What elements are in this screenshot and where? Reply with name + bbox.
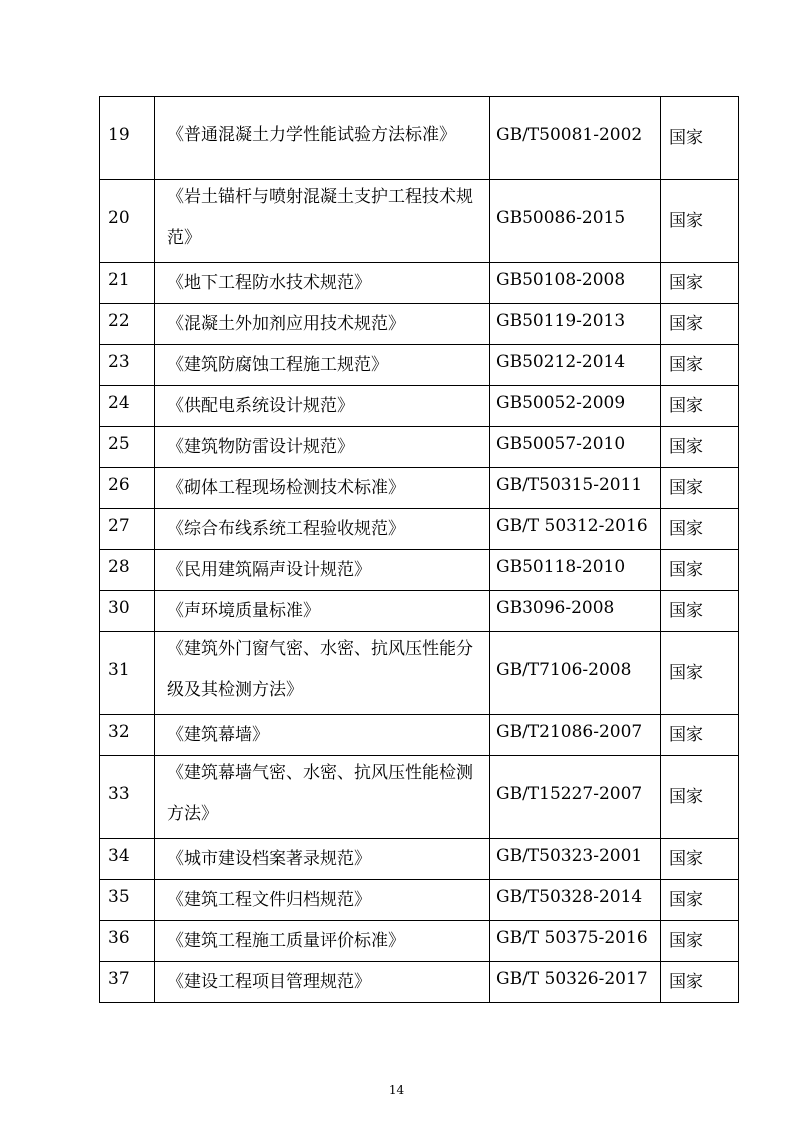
standard-name: 《综合布线系统工程验收规范》: [167, 518, 405, 539]
standard-name-cell: [155, 345, 490, 386]
standard-code-cell: [490, 345, 661, 386]
table-row: [100, 591, 739, 632]
row-number: 36: [108, 928, 130, 948]
standard-name-cell: [155, 550, 490, 591]
standard-name-cell: [155, 880, 490, 921]
standard-level-cell: [661, 921, 739, 962]
standard-code: GB/T50315-2011: [496, 475, 643, 495]
standard-level: 国家: [669, 786, 703, 807]
table-row: [100, 756, 739, 839]
row-number-cell: [100, 97, 155, 180]
standards-table-body: [100, 97, 739, 1003]
standard-level-cell: [661, 97, 739, 180]
standard-code: GB/T50323-2001: [496, 846, 643, 866]
row-number: 25: [108, 434, 130, 454]
standard-code-cell: [490, 386, 661, 427]
table-row: [100, 715, 739, 756]
row-number-cell: [100, 345, 155, 386]
standard-code-cell: [490, 962, 661, 1003]
standard-name: 《建设工程项目管理规范》: [167, 971, 371, 992]
standard-level: 国家: [669, 662, 703, 683]
standard-level: 国家: [669, 889, 703, 910]
standard-name: 《声环境质量标准》: [167, 600, 320, 621]
standard-level-cell: [661, 591, 739, 632]
row-number: 24: [108, 393, 130, 413]
standard-name-cell: [155, 180, 490, 263]
standards-table: [99, 96, 739, 1003]
standard-level: 国家: [669, 210, 703, 231]
standard-code-cell: [490, 468, 661, 509]
standard-name: 《建筑外门窗气密、水密、抗风压性能分级及其检测方法》: [167, 639, 473, 700]
standard-level: 国家: [669, 395, 703, 416]
row-number-cell: [100, 880, 155, 921]
standard-name-cell: [155, 839, 490, 880]
row-number-cell: [100, 550, 155, 591]
standard-level-cell: [661, 427, 739, 468]
standard-code-cell: [490, 632, 661, 715]
standard-code-cell: [490, 839, 661, 880]
standard-code: GB3096-2008: [496, 598, 615, 618]
standard-code: GB50212-2014: [496, 352, 626, 372]
standard-code-cell: [490, 550, 661, 591]
standard-level-cell: [661, 632, 739, 715]
standard-name-cell: [155, 756, 490, 839]
row-number: 27: [108, 516, 130, 536]
row-number-cell: [100, 921, 155, 962]
table-row: [100, 345, 739, 386]
row-number-cell: [100, 468, 155, 509]
row-number: 31: [108, 660, 130, 680]
standard-code: GB50119-2013: [496, 311, 626, 331]
row-number: 35: [108, 887, 130, 907]
standard-code-cell: [490, 304, 661, 345]
standard-name: 《地下工程防水技术规范》: [167, 272, 371, 293]
row-number-cell: [100, 591, 155, 632]
standard-level-cell: [661, 962, 739, 1003]
standard-level: 国家: [669, 477, 703, 498]
row-number-cell: [100, 839, 155, 880]
standard-name: 《城市建设档案著录规范》: [167, 848, 371, 869]
standard-name-cell: [155, 263, 490, 304]
row-number-cell: [100, 715, 155, 756]
standard-name-cell: [155, 386, 490, 427]
standard-name-cell: [155, 509, 490, 550]
table-row: [100, 180, 739, 263]
standard-code: GB/T15227-2007: [496, 784, 643, 804]
standard-level-cell: [661, 880, 739, 921]
standard-code: GB50057-2010: [496, 434, 626, 454]
table-row: [100, 509, 739, 550]
table-row: [100, 468, 739, 509]
standard-name-cell: [155, 632, 490, 715]
standard-code: GB/T50328-2014: [496, 887, 643, 907]
row-number: 37: [108, 969, 130, 989]
standard-name: 《建筑幕墙》: [167, 724, 269, 745]
row-number-cell: [100, 263, 155, 304]
row-number-cell: [100, 304, 155, 345]
standard-level-cell: [661, 756, 739, 839]
row-number-cell: [100, 427, 155, 468]
page-number: 14: [388, 1083, 405, 1097]
standard-code-cell: [490, 509, 661, 550]
standard-level: 国家: [669, 272, 703, 293]
standard-code: GB50118-2010: [496, 557, 626, 577]
row-number: 21: [108, 270, 130, 290]
standard-level: 国家: [669, 127, 703, 148]
standard-level-cell: [661, 550, 739, 591]
standard-name-cell: [155, 97, 490, 180]
standard-level-cell: [661, 180, 739, 263]
row-number: 28: [108, 557, 130, 577]
standard-code-cell: [490, 180, 661, 263]
standard-name: 《建筑工程文件归档规范》: [167, 889, 371, 910]
standard-code: GB/T50081-2002: [496, 125, 643, 145]
standard-name: 《建筑物防雷设计规范》: [167, 436, 354, 457]
standard-level-cell: [661, 304, 739, 345]
row-number: 26: [108, 475, 130, 495]
table-row: [100, 386, 739, 427]
standard-name: 《建筑工程施工质量评价标准》: [167, 930, 405, 951]
row-number: 19: [108, 125, 130, 145]
standard-code: GB/T21086-2007: [496, 722, 643, 742]
standard-code-cell: [490, 880, 661, 921]
standard-level-cell: [661, 509, 739, 550]
standard-code: GB/T 50375-2016: [496, 928, 648, 948]
row-number-cell: [100, 386, 155, 427]
standard-level: 国家: [669, 559, 703, 580]
table-row: [100, 304, 739, 345]
standard-name-cell: [155, 468, 490, 509]
standard-code-cell: [490, 97, 661, 180]
table-row: [100, 427, 739, 468]
standard-name-cell: [155, 921, 490, 962]
row-number: 22: [108, 311, 130, 331]
standard-level-cell: [661, 715, 739, 756]
standard-name-cell: [155, 427, 490, 468]
standard-code: GB50052-2009: [496, 393, 626, 413]
standard-name: 《建筑防腐蚀工程施工规范》: [167, 354, 388, 375]
standard-level: 国家: [669, 930, 703, 951]
standard-level-cell: [661, 468, 739, 509]
standard-name: 《砌体工程现场检测技术标准》: [167, 477, 405, 498]
standard-level: 国家: [669, 436, 703, 457]
row-number: 30: [108, 598, 130, 618]
standard-level: 国家: [669, 724, 703, 745]
row-number: 32: [108, 722, 130, 742]
standard-code-cell: [490, 921, 661, 962]
standard-name: 《普通混凝土力学性能试验方法标准》: [167, 124, 456, 145]
row-number: 23: [108, 352, 130, 372]
standard-code-cell: [490, 427, 661, 468]
row-number-cell: [100, 180, 155, 263]
standard-code-cell: [490, 263, 661, 304]
table-row: [100, 921, 739, 962]
table-row: [100, 962, 739, 1003]
row-number-cell: [100, 632, 155, 715]
standard-name: 《供配电系统设计规范》: [167, 395, 354, 416]
standard-level: 国家: [669, 600, 703, 621]
standard-code-cell: [490, 756, 661, 839]
standard-name: 《民用建筑隔声设计规范》: [167, 559, 371, 580]
standard-code: GB/T 50312-2016: [496, 516, 648, 536]
table-row: [100, 263, 739, 304]
row-number: 33: [108, 784, 130, 804]
standard-level: 国家: [669, 971, 703, 992]
standard-name-cell: [155, 591, 490, 632]
table-row: [100, 550, 739, 591]
standard-level-cell: [661, 839, 739, 880]
standard-name-cell: [155, 962, 490, 1003]
standard-code: GB/T 50326-2017: [496, 969, 648, 989]
row-number: 34: [108, 846, 130, 866]
standard-name: 《岩土锚杆与喷射混凝土支护工程技术规范》: [167, 187, 473, 248]
standard-code: GB50108-2008: [496, 270, 626, 290]
standard-level-cell: [661, 345, 739, 386]
standard-code: GB50086-2015: [496, 208, 626, 228]
table-row: [100, 880, 739, 921]
standard-level: 国家: [669, 354, 703, 375]
standard-name-cell: [155, 304, 490, 345]
table-row: [100, 97, 739, 180]
row-number: 20: [108, 208, 130, 228]
standard-name: 《建筑幕墙气密、水密、抗风压性能检测方法》: [167, 763, 473, 824]
standard-code-cell: [490, 715, 661, 756]
standard-name-cell: [155, 715, 490, 756]
standard-name: 《混凝土外加剂应用技术规范》: [167, 313, 405, 334]
standard-level: 国家: [669, 848, 703, 869]
row-number-cell: [100, 962, 155, 1003]
standard-level-cell: [661, 386, 739, 427]
row-number-cell: [100, 756, 155, 839]
table-row: [100, 839, 739, 880]
standard-level: 国家: [669, 518, 703, 539]
standard-code: GB/T7106-2008: [496, 660, 632, 680]
table-row: [100, 632, 739, 715]
standard-level: 国家: [669, 313, 703, 334]
standard-level-cell: [661, 263, 739, 304]
row-number-cell: [100, 509, 155, 550]
standard-code-cell: [490, 591, 661, 632]
